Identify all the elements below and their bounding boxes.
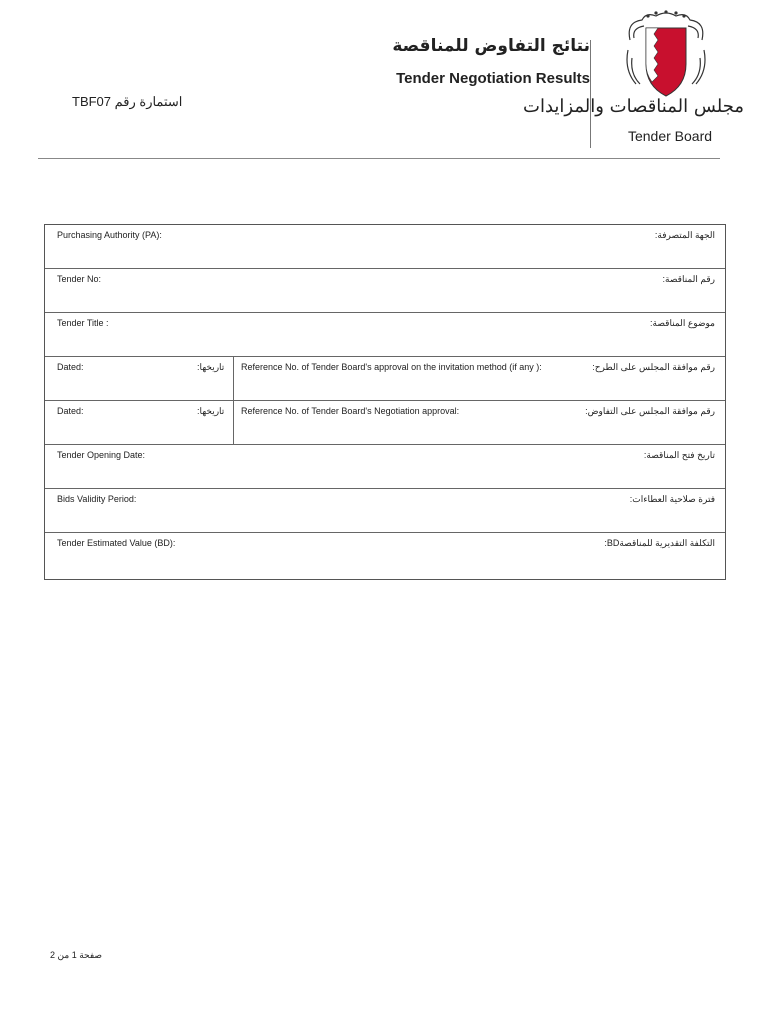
- label-en: Dated:: [57, 362, 84, 372]
- board-name-english: Tender Board: [627, 128, 713, 144]
- label-ar: رقم موافقة المجلس على الطرح:: [592, 362, 715, 372]
- row-opening-date: [45, 445, 725, 489]
- label-dated-ar: تاريخها:: [197, 406, 225, 416]
- emblem-logo-icon: [624, 10, 708, 102]
- row-estimated-value: [45, 533, 725, 577]
- tender-form: [44, 224, 726, 580]
- header-divider: [590, 40, 591, 148]
- row-tender-title: [45, 313, 725, 357]
- label-ar: تاريخ فتح المناقصة:: [643, 450, 715, 460]
- cell-divider: [233, 357, 234, 400]
- label-en: Tender Title :: [57, 318, 109, 328]
- label-ar: موضوع المناقصة:: [650, 318, 715, 328]
- label-ar: التكلفة التقديرية للمناقصةBD:: [604, 538, 715, 548]
- row-invitation-approval: [45, 357, 725, 401]
- header-rule: [38, 158, 720, 159]
- label-en: Bids Validity Period:: [57, 494, 137, 504]
- label-ar: رقم موافقة المجلس على التفاوض:: [585, 406, 715, 416]
- row-purchasing-authority: [45, 225, 725, 269]
- label-en: Dated:: [57, 406, 84, 416]
- label-dated-ar: تاريخها:: [197, 362, 225, 372]
- label-ar: الجهة المتصرفة:: [654, 230, 715, 240]
- label-ref-en: Reference No. of Tender Board's Negotiation approval:: [241, 406, 460, 416]
- row-negotiation-approval: [45, 401, 725, 445]
- label-ar: فترة صلاحية العطاءات:: [629, 494, 715, 504]
- title-arabic: نتائج التفاوض للمناقصة: [392, 36, 590, 56]
- label-ar: رقم المناقصة:: [662, 274, 715, 284]
- title-english: Tender Negotiation Results: [396, 70, 590, 87]
- label-ref-en: Reference No. of Tender Board's approval on the invitation method (if any ):: [241, 362, 542, 372]
- row-tender-no: [45, 269, 725, 313]
- page-number: صفحة 1 من 2: [50, 950, 103, 960]
- form-id: استمارة رقم TBF07: [72, 94, 183, 109]
- row-bids-validity: [45, 489, 725, 533]
- label-en: Tender No:: [57, 274, 102, 284]
- label-en: Tender Estimated Value (BD):: [57, 538, 176, 548]
- label-en: Purchasing Authority (PA):: [57, 230, 162, 240]
- cell-divider: [233, 401, 234, 444]
- board-name-arabic: مجلس المناقصات والمزايدات: [523, 96, 744, 117]
- label-en: Tender Opening Date:: [57, 450, 146, 460]
